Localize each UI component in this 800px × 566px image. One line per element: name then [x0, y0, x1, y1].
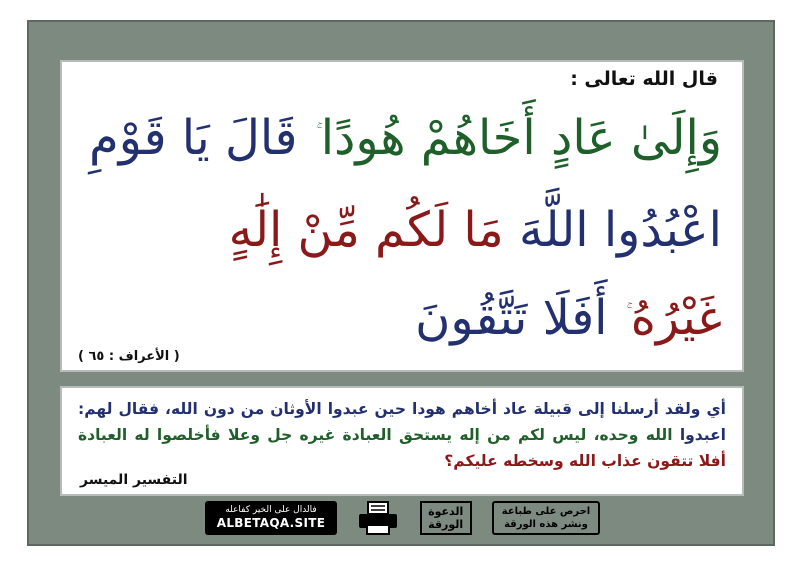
verse-line-1 — [82, 104, 722, 166]
tafsir-source: التفسير الميسر — [80, 472, 188, 488]
verse-line-3 — [82, 284, 722, 346]
tafsir-part-1: أي ولقد أرسلنا إلى قبيلة عاد أخاهم هودا حين عبدوا الأوثان من دون الله، فقال لهم: اعبدوا — [78, 400, 726, 444]
tafsir-part-2: الله وحده، ليس لكم من إله يستحق العبادة غيره جل وعلا فأخلصوا له العبادة — [78, 426, 673, 444]
verse-line-1-part-1: وَإِلَىٰ عَادٍ أَخَاهُمْ هُودًا — [320, 110, 722, 166]
logo-line-2: الورقة — [428, 518, 464, 531]
logo-line-1: الدعوة — [428, 505, 464, 518]
print-notice — [492, 501, 600, 535]
printer-icon — [357, 501, 399, 535]
print-notice-line-1: احرص على طباعة — [501, 506, 591, 517]
verse-line-2 — [82, 202, 722, 258]
brand-logo — [420, 501, 472, 535]
verse-line-2-part-1: اعْبُدُوا اللَّهَ — [518, 202, 722, 258]
tafsir-part-3: أفلا تتقون عذاب الله وسخطه عليكم؟ — [444, 452, 726, 470]
footer-bar — [205, 498, 600, 538]
site-url: ALBETAQA.SITE — [216, 516, 326, 530]
print-notice-line-2: ونشر هذه الورقة — [504, 519, 588, 530]
verse-line-3-part-1: غَيْرُهُ — [630, 290, 722, 346]
verse-card — [60, 60, 744, 372]
verse-line-2-part-2: مَا لَكُم مِّنْ إِلَٰهٍ — [228, 202, 504, 258]
site-slogan: فالدال على الخير كفاعله — [225, 505, 317, 515]
site-link[interactable] — [205, 501, 337, 535]
verse-line-3-part-2: أَفَلَا تَتَّقُونَ — [415, 290, 608, 346]
verse-reference: ( الأعراف : ٦٥ ) — [78, 349, 180, 364]
tafsir-card — [60, 386, 744, 496]
tafsir-text — [78, 396, 726, 474]
verse-intro: قال الله تعالى : — [570, 68, 718, 90]
verse-line-1-part-2: قَالَ يَا قَوْمِ — [89, 110, 298, 166]
